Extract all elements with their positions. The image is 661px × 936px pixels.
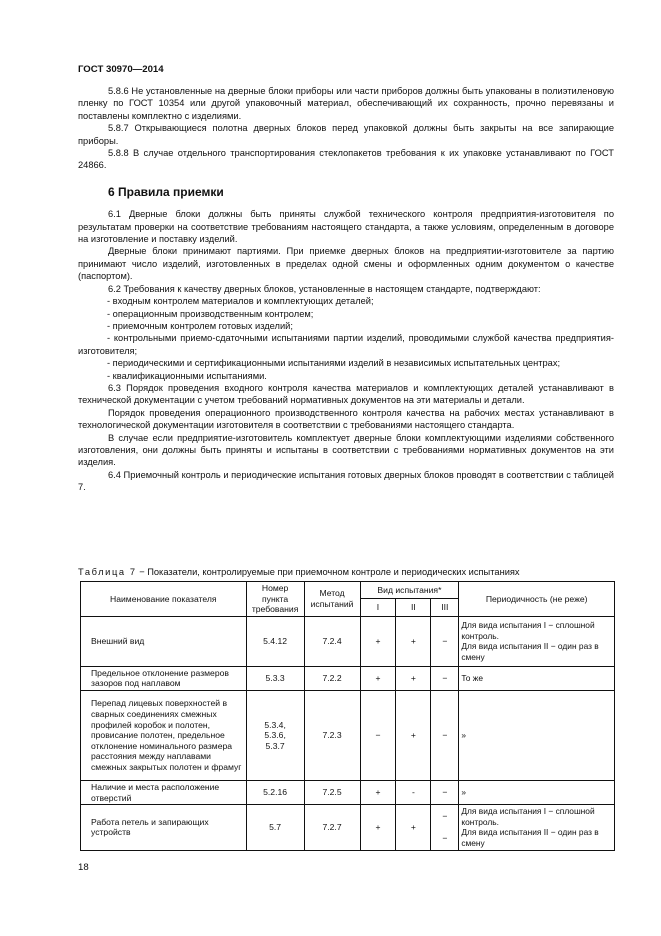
paragraph: Дверные блоки принимают партиями. При приемке дверных блоков на предприятии-изготовителе за партию принимают число изделий, изготовленных в пределах одной смены и оформленных одним документом о качестве (паспортом). — [78, 246, 614, 282]
paragraph: 5.8.8 В случае отдельного транспортирования стеклопакетов требования к их упаковке устанавливают по ГОСТ 24866. — [78, 148, 614, 171]
cell-k1: − — [360, 690, 396, 780]
cell-method: 7.2.5 — [304, 780, 360, 804]
cell-k3: − — [431, 666, 459, 690]
table-caption — [78, 567, 618, 577]
col-header-k3: III — [431, 599, 459, 616]
col-header-kind: Вид испытания* — [360, 582, 459, 599]
cell-name: Предельное отклонение размеров зазоров под наплавом — [81, 666, 247, 690]
cell-k2: + — [396, 805, 431, 850]
table-row — [81, 805, 615, 850]
table-7 — [80, 581, 615, 851]
cell-k2: + — [396, 666, 431, 690]
col-header-req: Номер пункта требования — [246, 582, 304, 617]
paragraph: 6.2 Требования к качеству дверных блоков, установленные в настоящем стандарте, подтверждают: — [108, 283, 541, 294]
table-row — [81, 780, 615, 804]
table-caption-text: − Показатели, контролируемые при приемочном контроле и периодических испытаниях — [136, 567, 520, 577]
cell-method: 7.2.7 — [304, 805, 360, 850]
page-number: 18 — [78, 862, 89, 873]
cell-req: 5.2.16 — [246, 780, 304, 804]
paragraph: Порядок проведения операционного производственного контроля качества на рабочих местах устанавливают в технологической документации изготовителя в соответствии с требованиями настоящего стандарта. — [78, 407, 614, 431]
cell-req: 5.7 — [246, 805, 304, 850]
section-title: 6 Правила приемки — [108, 184, 224, 199]
cell-method: 7.2.2 — [304, 666, 360, 690]
cell-period: Для вида испытания I − сплошной контроль. Для вида испытания II − один раз в смену — [459, 616, 615, 666]
paragraph: 5.8.7 Открывающиеся полотна дверных блоков перед упаковкой должны быть закрыты на все запирающие приборы. — [78, 123, 614, 146]
cell-name: Перепад лицевых поверхностей в сварных соединениях смежных профилей коробок и полотен, провисание полотен, предельное отклонение номинального размера расстояния между наплавами смежных закрытых полотен и фрамуг — [81, 690, 247, 780]
cell-k1: + — [360, 616, 396, 666]
list-item: - операционным производственным контролем; — [107, 308, 314, 319]
list-item: - входным контролем материалов и комплектующих деталей; — [107, 296, 374, 307]
paragraph: 6.4 Приемочный контроль и периодические испытания готовых дверных блоков проводят в соответствии с таблицей 7. — [78, 469, 614, 493]
cell-name: Наличие и места расположение отверстий — [81, 780, 247, 804]
cell-name: Внешний вид — [81, 616, 247, 666]
cell-period: То же — [459, 666, 615, 690]
table-row — [81, 616, 615, 666]
cell-k2: - — [396, 780, 431, 804]
cell-req: 5.4.12 — [246, 616, 304, 666]
table-row — [81, 666, 615, 690]
cell-method: 7.2.4 — [304, 616, 360, 666]
col-header-k2: II — [396, 599, 431, 616]
cell-req: 5.3.4, 5.3.6, 5.3.7 — [246, 690, 304, 780]
document-body — [78, 85, 614, 494]
col-header-method: Метод испытаний — [304, 582, 360, 617]
cell-k1: + — [360, 805, 396, 850]
table-row — [81, 690, 615, 780]
list-item: - периодическими и сертификационными испытаниями изделий в независимых испытательных центрах; — [107, 358, 561, 369]
cell-k1: + — [360, 666, 396, 690]
cell-k3: − — [431, 780, 459, 804]
list-item: - квалификационными испытаниями. — [107, 370, 267, 381]
cell-k2: + — [396, 616, 431, 666]
paragraph: 5.8.6 Не установленные на дверные блоки приборы или части приборов должны быть упакованы в полиэтиленовую пленку по ГОСТ 10354 или другой упаковочный материал, обеспечивающий их сохранность, прочно перевязаны и поставлены комплектно с изделиями. — [78, 86, 614, 121]
cell-req: 5.3.3 — [246, 666, 304, 690]
section-paragraphs — [78, 208, 614, 493]
col-header-period: Периодичность (не реже) — [459, 582, 615, 617]
cell-k3: − − — [431, 805, 459, 850]
list-item: - приемочным контролем готовых изделий; — [107, 320, 293, 331]
cell-k2: + — [396, 690, 431, 780]
col-header-k1: I — [360, 599, 396, 616]
cell-name: Работа петель и запирающих устройств — [81, 805, 247, 850]
list-item: - контрольными приемо-сдаточными испытаниями партии изделий, проводимыми службой качества предприятия-изготовителя; — [78, 333, 614, 356]
table-caption-label: Таблица 7 — [78, 567, 137, 577]
cell-k3: − — [431, 690, 459, 780]
cell-period: » — [459, 780, 615, 804]
cell-method: 7.2.3 — [304, 690, 360, 780]
paragraph: В случае если предприятие-изготовитель комплектует дверные блоки комплектующими изделиями собственного изготовления, они должны быть приняты и испытаны в соответствии с требованиями нормативных документов на эти изделия. — [78, 432, 614, 468]
paragraph: 6.3 Порядок проведения входного контроля качества материалов и комплектующих деталей устанавливают в технической документации с учетом требований нормативных документов на эти материалы и детали. — [78, 382, 614, 406]
document-header: ГОСТ 30970—2014 — [78, 64, 164, 75]
col-header-name: Наименование показателя — [81, 582, 247, 617]
paragraph: 6.1 Дверные блоки должны быть приняты службой технического контроля предприятия-изготовителя по результатам проверки на соответствие требованиям настоящего стандарта, а также условиям, определенным в договоре на изготовление и поставку изделий. — [78, 209, 614, 245]
cell-period: Для вида испытания I − сплошной контроль. Для вида испытания II − один раз в смену — [459, 805, 615, 850]
cell-k3: − — [431, 616, 459, 666]
cell-k1: + — [360, 780, 396, 804]
cell-period: » — [459, 690, 615, 780]
